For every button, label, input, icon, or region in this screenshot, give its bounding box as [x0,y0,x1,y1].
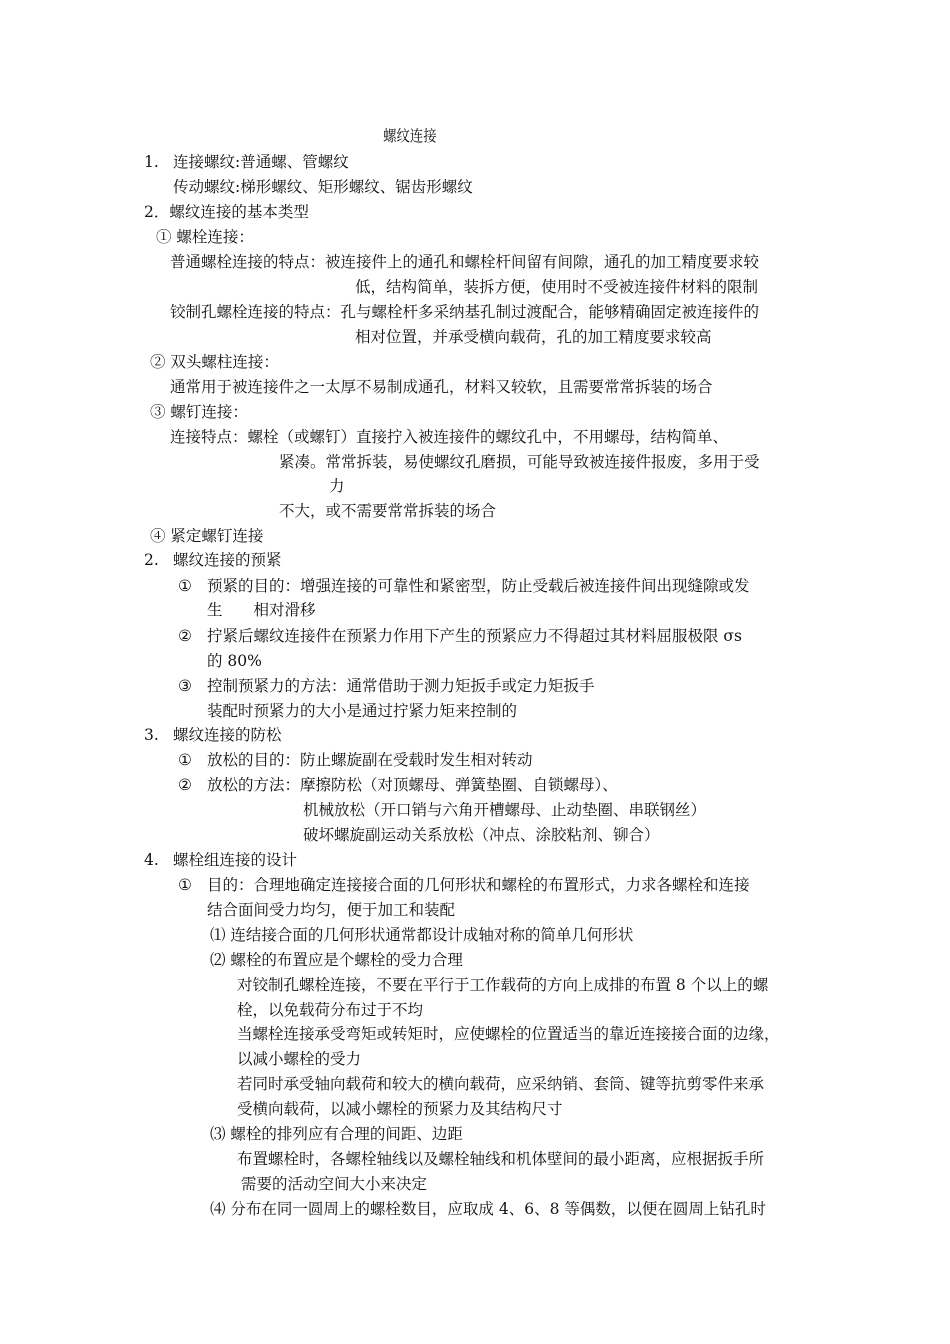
text-line: 通常用于被连接件之一太厚不易制成通孔，材料又较软，且需要常常拆装的场合 [170,378,713,396]
text-line: ⑴ 连结接合面的几何形状通常都设计成轴对称的简单几何形状 [210,926,634,944]
circled-number: ① [178,876,192,894]
text-line: 受横向载荷，以减小螺栓的预紧力及其结构尺寸 [237,1100,563,1118]
text-line: ⑶ 螺栓的排列应有合理的间距、边距 [210,1125,463,1143]
subsection-heading: ④ 紧定螺钉连接 [150,527,264,545]
subsection-heading: ② 双头螺柱连接： [150,353,279,371]
text-line: 普通螺栓连接的特点：被连接件上的通孔和螺栓杆间留有间隙，通孔的加工精度要求较 [170,253,760,271]
text-line: 生 相对滑移 [207,601,316,619]
text-line: 相对位置，并承受横向载荷，孔的加工精度要求较高 [355,328,712,346]
text-line: 需要的活动空间大小来决定 [241,1175,428,1193]
section-heading: 2．螺纹连接的基本类型 [144,203,309,221]
text-line: 传动螺纹:梯形螺纹、矩形螺纹、锯齿形螺纹 [173,178,473,196]
section-heading: 螺纹连接的防松 [173,726,282,744]
section-heading: 螺栓组连接的设计 [173,851,298,869]
text-line: 破坏螺旋副运动关系放松（冲点、涂胶粘剂、铆合） [303,826,660,844]
circled-number: ② [178,627,192,645]
text-line: 连接螺纹:普通螺、管螺纹 [173,153,349,171]
text-line: 铰制孔螺栓连接的特点：孔与螺栓杆多采纳基孔制过渡配合，能够精确固定被连接件的 [170,303,760,321]
circled-number: ③ [178,677,192,695]
circled-number: ② [178,776,192,794]
text-line: 若同时承受轴向载荷和较大的横向载荷，应采纳销、套筒、键等抗剪零件来承 [237,1075,765,1093]
text-line: 紧凑。常常拆装，易使螺纹孔磨损，可能导致被连接件报废，多用于受 [279,453,760,471]
subsection-heading: ③ 螺钉连接： [150,403,248,421]
text-line: 低，结构简单，装拆方便，使用时不受被连接件材料的限制 [355,278,759,296]
text-line: 力 [329,477,345,495]
text-line: 布置螺栓时，各螺栓轴线以及螺栓轴线和机体壁间的最小距离，应根据扳手所 [237,1150,765,1168]
text-line: 拧紧后螺纹连接件在预紧力作用下产生的预紧应力不得超过其材料屈服极限 σs [207,627,742,645]
text-line: 的 80% [207,652,262,670]
text-line: 目的：合理地确定连接接合面的几何形状和螺栓的布置形式，力求各螺栓和连接 [207,876,750,894]
section-heading: 螺纹连接的预紧 [173,551,282,569]
text-line: 放松的目的：防止螺旋副在受载时发生相对转动 [207,751,533,769]
circled-number: ① [178,577,192,595]
text-line: 当螺栓连接承受弯矩或转矩时，应使螺栓的位置适当的靠近连接接合面的边缘， [237,1025,780,1043]
list-number: 4. [144,851,159,869]
circled-number: ① [178,751,192,769]
text-line: 预紧的目的：增强连接的可靠性和紧密型，防止受载后被连接件间出现缝隙或发 [207,577,750,595]
text-line: 装配时预紧力的大小是通过拧紧力矩来控制的 [207,702,518,720]
text-line: 以减小螺栓的受力 [237,1050,362,1068]
text-line: 不大，或不需要常常拆装的场合 [279,502,497,520]
text-line: 连接特点：螺栓（或螺钉）直接拧入被连接件的螺纹孔中，不用螺母，结构简单、 [170,428,729,446]
text-line: 对铰制孔螺栓连接，不要在平行于工作载荷的方向上成排的布置 8 个以上的螺 [237,976,769,994]
document-title: 螺纹连接 [383,127,437,145]
list-number: 2. [144,551,159,569]
text-line: 结合面间受力均匀，便于加工和装配 [207,901,456,919]
text-line: 栓，以免载荷分布过于不均 [237,1001,424,1019]
text-line: ⑷ 分布在同一圆周上的螺栓数目，应取成 4、6、8 等偶数，以便在圆周上钻孔时 [210,1200,766,1218]
text-line: 机械放松（开口销与六角开槽螺母、止动垫圈、串联钢丝） [303,801,707,819]
text-line: 放松的方法：摩擦防松（对顶螺母、弹簧垫圈、自锁螺母）、 [207,776,618,794]
subsection-heading: ① 螺栓连接： [156,228,254,246]
text-line: ⑵ 螺栓的布置应是个螺栓的受力合理 [210,951,463,969]
text-line: 控制预紧力的方法：通常借助于测力矩扳手或定力矩扳手 [207,677,595,695]
list-number: 1. [144,153,159,171]
list-number: 3. [144,726,159,744]
